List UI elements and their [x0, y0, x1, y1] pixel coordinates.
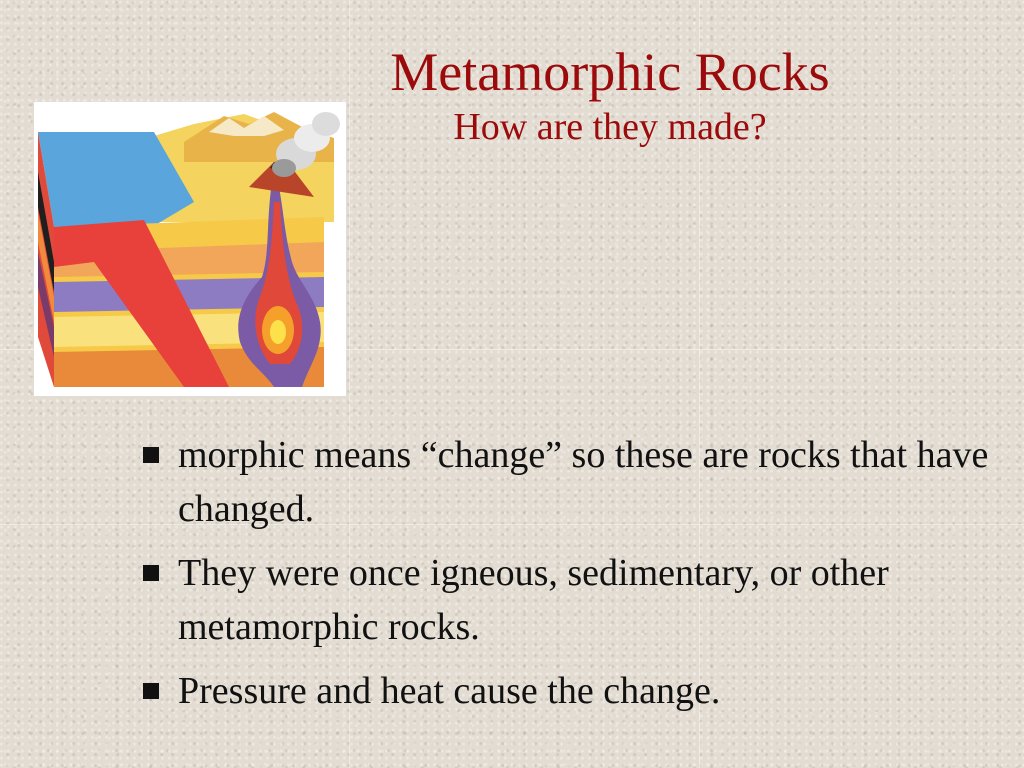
list-item [140, 664, 1000, 718]
bullet-text: They were once igneous, sedimentary, or other metamorphic rocks. [178, 552, 889, 648]
bullet-text: morphic means “change” so these are rocks that have changed. [178, 434, 989, 530]
bullet-list [140, 428, 1000, 728]
volcano-cross-section-icon [34, 102, 346, 396]
bullet-text: Pressure and heat cause the change. [178, 670, 721, 712]
square-bullet-icon [143, 683, 159, 699]
square-bullet-icon [143, 565, 159, 581]
slide-title: Metamorphic Rocks [390, 42, 830, 102]
square-bullet-icon [143, 447, 159, 463]
list-item [140, 428, 1000, 536]
slide-title-block [345, 40, 875, 150]
list-item [140, 546, 1000, 654]
slide-subtitle: How are they made? [453, 106, 767, 148]
